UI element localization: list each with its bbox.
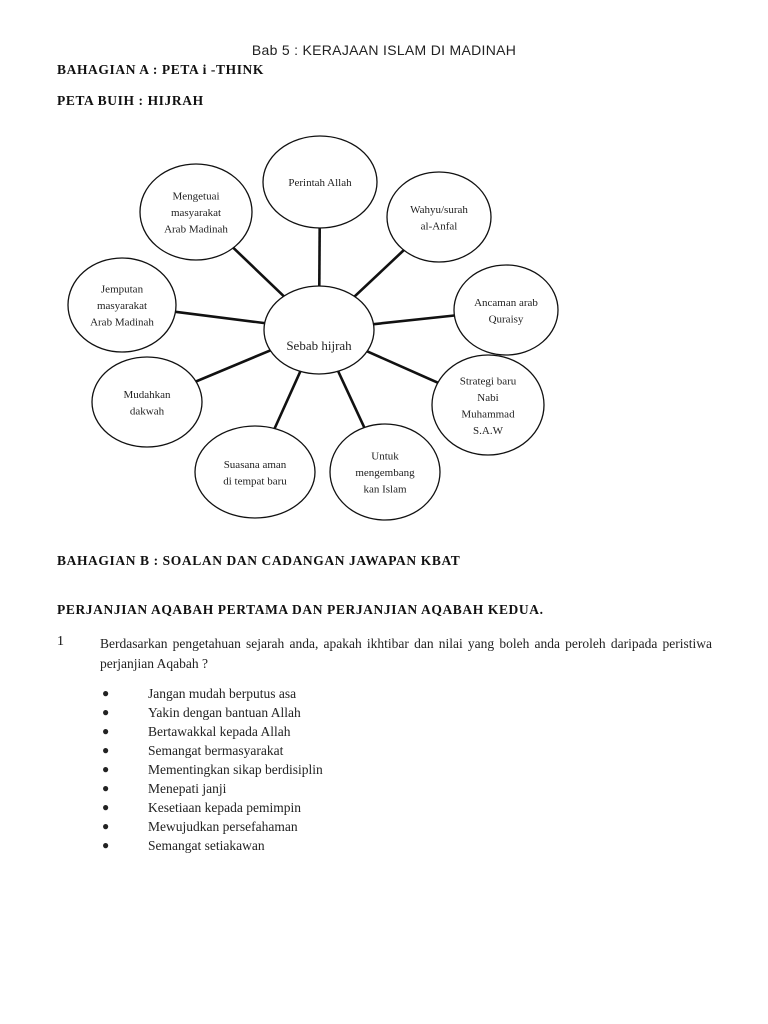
- chapter-title: Bab 5 : KERAJAAN ISLAM DI MADINAH: [251, 42, 517, 58]
- bubble-node: [92, 357, 202, 447]
- bubble-label: masyarakat: [96, 300, 148, 312]
- bubble-node: [454, 265, 558, 355]
- connector-line: [196, 350, 270, 381]
- bullet-icon: ●: [102, 819, 110, 833]
- bubble-node: [263, 136, 377, 228]
- bubble-label: Perintah Allah: [288, 177, 352, 189]
- bubble-label: Mengetuai: [172, 190, 220, 203]
- section-b-subheading: PERJANJIAN AQABAH PERTAMA DAN PERJANJIAN AQABAH KEDUA.: [57, 602, 544, 617]
- bubble-shape: [454, 265, 558, 355]
- connector-line: [374, 316, 455, 325]
- bubble-label: di tempat baru: [223, 475, 287, 488]
- section-a-heading: BAHAGIAN A : PETA i -THINK: [57, 62, 264, 77]
- bubble-label: Arab Madinah: [164, 223, 228, 236]
- bullet-icon: ●: [102, 800, 110, 814]
- question-number: 1: [57, 634, 64, 649]
- bubble-label: masyarakat: [170, 207, 222, 219]
- bullet-icon: ●: [102, 743, 110, 757]
- bullet-icon: ●: [102, 838, 110, 852]
- bullet-icon: ●: [102, 686, 110, 700]
- bubble-shape: [387, 172, 491, 262]
- bullet-icon: ●: [102, 724, 110, 738]
- bubble-shape: [432, 355, 544, 455]
- bubble-shape: [195, 426, 315, 518]
- center-bubble-label: Sebab hijrah: [286, 338, 352, 353]
- connector-line: [338, 371, 364, 427]
- bubble-label: Jemputan: [100, 283, 144, 296]
- bubble-label: Untuk: [371, 450, 399, 463]
- bubble-label: Ancaman arab: [474, 296, 538, 309]
- bullet-icon: ●: [102, 762, 110, 776]
- bubble-label: Muhammad: [461, 408, 515, 421]
- bubble-node: [195, 426, 315, 518]
- bubble-label: dakwah: [129, 405, 165, 418]
- bubble-label: Mudahkan: [123, 388, 171, 401]
- bubble-label: Arab Madinah: [90, 316, 154, 329]
- question-text: Berdasarkan pengetahuan sejarah anda, apakah ikhtibar dan nilai yang boleh anda peroleh daripada peristiwa perjanjian Aqabah ?: [100, 636, 712, 671]
- bullet-icon: ●: [102, 781, 110, 795]
- bullet-icon: ●: [102, 705, 110, 719]
- bubble-node: [387, 172, 491, 262]
- bubble-node: [140, 164, 252, 260]
- bubble-label: Suasana aman: [223, 458, 287, 471]
- bubble-label: Strategi baru: [459, 375, 517, 388]
- connector-line: [233, 248, 283, 296]
- bubble-shape: [92, 357, 202, 447]
- bubble-label: mengembang: [355, 467, 415, 479]
- bubble-label: Nabi: [477, 391, 499, 404]
- map-title: PETA BUIH : HIJRAH: [57, 93, 204, 108]
- connector-line: [175, 312, 264, 323]
- bubble-node: [330, 424, 440, 520]
- bubble-node: [432, 355, 544, 455]
- bubble-node: [68, 258, 176, 352]
- bubble-label: al-Anfal: [420, 220, 458, 233]
- connector-line: [367, 351, 438, 382]
- section-b-heading: BAHAGIAN B : SOALAN DAN CADANGAN JAWAPAN KBAT: [57, 553, 461, 568]
- bubble-label: S.A.W: [473, 424, 503, 437]
- center-bubble: [264, 286, 374, 374]
- bubble-label: Quraisy: [488, 313, 524, 326]
- bubble-label: kan Islam: [363, 483, 407, 496]
- connector-line: [355, 250, 404, 296]
- connector-line: [275, 371, 301, 428]
- bubble-label: Wahyu/surah: [410, 203, 468, 216]
